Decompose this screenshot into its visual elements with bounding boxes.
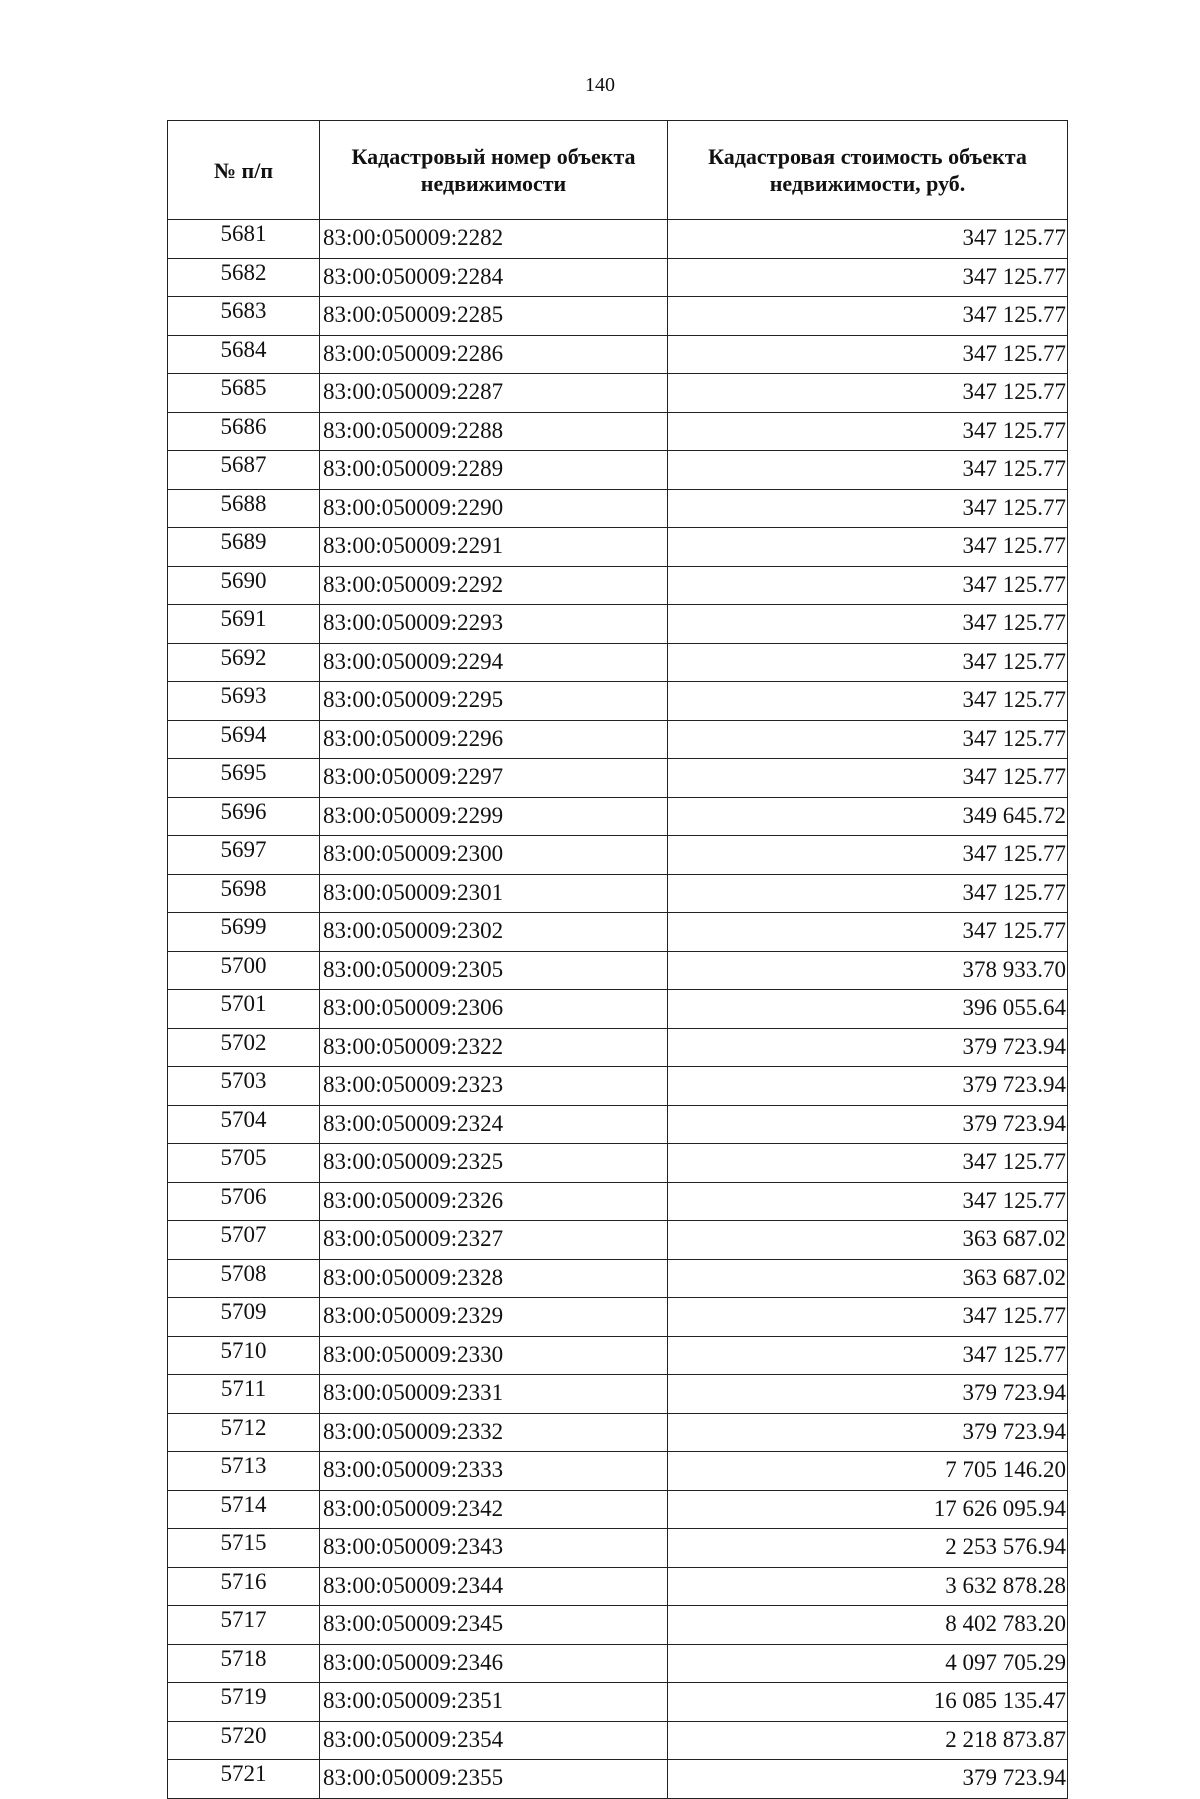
cadastral-number-cell: 83:00:050009:2289	[320, 451, 668, 490]
cadastral-value-cell: 379 723.94	[668, 1413, 1068, 1452]
row-number-cell: 5682	[168, 258, 320, 297]
cadastral-value-cell: 347 125.77	[668, 297, 1068, 336]
row-number-cell: 5703	[168, 1067, 320, 1106]
cadastral-number-cell: 83:00:050009:2326	[320, 1182, 668, 1221]
cadastral-number-cell: 83:00:050009:2345	[320, 1606, 668, 1645]
table-row	[168, 1221, 1068, 1260]
cadastral-value-cell: 347 125.77	[668, 720, 1068, 759]
table-row	[168, 1298, 1068, 1337]
row-number-cell: 5700	[168, 951, 320, 990]
cadastral-number-cell: 83:00:050009:2287	[320, 374, 668, 413]
cadastral-number-cell: 83:00:050009:2302	[320, 913, 668, 952]
row-number-cell: 5714	[168, 1490, 320, 1529]
cadastral-value-cell: 347 125.77	[668, 1298, 1068, 1337]
cadastral-value-cell: 396 055.64	[668, 990, 1068, 1029]
table-row	[168, 643, 1068, 682]
row-number-cell: 5686	[168, 412, 320, 451]
row-number-cell: 5712	[168, 1413, 320, 1452]
table-row	[168, 1606, 1068, 1645]
cadastral-number-cell: 83:00:050009:2299	[320, 797, 668, 836]
cadastral-number-cell: 83:00:050009:2323	[320, 1067, 668, 1106]
table-row	[168, 874, 1068, 913]
row-number-cell: 5693	[168, 682, 320, 721]
cadastral-table	[167, 120, 1068, 1799]
table-row	[168, 797, 1068, 836]
cadastral-number-cell: 83:00:050009:2331	[320, 1375, 668, 1414]
cadastral-number-cell: 83:00:050009:2297	[320, 759, 668, 798]
cadastral-number-cell: 83:00:050009:2285	[320, 297, 668, 336]
cadastral-value-cell: 347 125.77	[668, 759, 1068, 798]
row-number-cell: 5706	[168, 1182, 320, 1221]
cadastral-value-cell: 347 125.77	[668, 489, 1068, 528]
row-number-cell: 5681	[168, 220, 320, 259]
table-row	[168, 258, 1068, 297]
cadastral-value-cell: 347 125.77	[668, 566, 1068, 605]
row-number-cell: 5694	[168, 720, 320, 759]
row-number-cell: 5688	[168, 489, 320, 528]
cadastral-value-cell: 16 085 135.47	[668, 1683, 1068, 1722]
row-number-cell: 5689	[168, 528, 320, 567]
cadastral-number-cell: 83:00:050009:2301	[320, 874, 668, 913]
cadastral-number-cell: 83:00:050009:2346	[320, 1644, 668, 1683]
table-row	[168, 489, 1068, 528]
table-row	[168, 1375, 1068, 1414]
cadastral-number-cell: 83:00:050009:2327	[320, 1221, 668, 1260]
table-row	[168, 1490, 1068, 1529]
cadastral-number-cell: 83:00:050009:2295	[320, 682, 668, 721]
cadastral-number-cell: 83:00:050009:2290	[320, 489, 668, 528]
cadastral-value-cell: 347 125.77	[668, 643, 1068, 682]
header-row	[168, 121, 1068, 220]
row-number-cell: 5702	[168, 1028, 320, 1067]
cadastral-value-cell: 347 125.77	[668, 1182, 1068, 1221]
table-row	[168, 1028, 1068, 1067]
table-row	[168, 1760, 1068, 1799]
row-number-cell: 5690	[168, 566, 320, 605]
cadastral-value-cell: 347 125.77	[668, 374, 1068, 413]
cadastral-number-cell: 83:00:050009:2324	[320, 1105, 668, 1144]
table-row	[168, 1721, 1068, 1760]
table-row	[168, 528, 1068, 567]
cadastral-value-cell: 2 218 873.87	[668, 1721, 1068, 1760]
page-number: 140	[585, 74, 615, 96]
row-number-cell: 5717	[168, 1606, 320, 1645]
table-row	[168, 720, 1068, 759]
table-row	[168, 1644, 1068, 1683]
cadastral-number-cell: 83:00:050009:2288	[320, 412, 668, 451]
cadastral-value-cell: 4 097 705.29	[668, 1644, 1068, 1683]
table-row	[168, 297, 1068, 336]
table-row	[168, 605, 1068, 644]
table-row	[168, 1683, 1068, 1722]
cadastral-value-cell: 379 723.94	[668, 1105, 1068, 1144]
row-number-cell: 5697	[168, 836, 320, 875]
row-number-cell: 5715	[168, 1529, 320, 1568]
cadastral-value-cell: 347 125.77	[668, 258, 1068, 297]
row-number-cell: 5705	[168, 1144, 320, 1183]
cadastral-value-cell: 347 125.77	[668, 605, 1068, 644]
cadastral-value-cell: 363 687.02	[668, 1259, 1068, 1298]
cadastral-value-cell: 347 125.77	[668, 1144, 1068, 1183]
cadastral-value-cell: 347 125.77	[668, 335, 1068, 374]
row-number-cell: 5692	[168, 643, 320, 682]
row-number-cell: 5691	[168, 605, 320, 644]
table-row	[168, 335, 1068, 374]
cadastral-number-cell: 83:00:050009:2354	[320, 1721, 668, 1760]
cadastral-value-cell: 363 687.02	[668, 1221, 1068, 1260]
table-row	[168, 990, 1068, 1029]
table-row	[168, 836, 1068, 875]
cadastral-number-cell: 83:00:050009:2329	[320, 1298, 668, 1337]
table-row	[168, 1413, 1068, 1452]
row-number-cell: 5699	[168, 913, 320, 952]
row-number-cell: 5696	[168, 797, 320, 836]
cadastral-value-cell: 378 933.70	[668, 951, 1068, 990]
row-number-cell: 5719	[168, 1683, 320, 1722]
cadastral-value-cell: 379 723.94	[668, 1067, 1068, 1106]
table-row	[168, 682, 1068, 721]
cadastral-value-cell: 347 125.77	[668, 682, 1068, 721]
row-number-cell: 5711	[168, 1375, 320, 1414]
row-number-cell: 5701	[168, 990, 320, 1029]
cadastral-value-cell: 347 125.77	[668, 1336, 1068, 1375]
cadastral-number-cell: 83:00:050009:2305	[320, 951, 668, 990]
cadastral-value-cell: 379 723.94	[668, 1760, 1068, 1799]
cadastral-number-cell: 83:00:050009:2351	[320, 1683, 668, 1722]
cadastral-value-cell: 379 723.94	[668, 1375, 1068, 1414]
cadastral-value-cell: 347 125.77	[668, 836, 1068, 875]
table-row	[168, 759, 1068, 798]
table-row	[168, 451, 1068, 490]
row-number-cell: 5716	[168, 1567, 320, 1606]
row-number-cell: 5720	[168, 1721, 320, 1760]
table-header	[168, 121, 1068, 220]
cadastral-number-cell: 83:00:050009:2325	[320, 1144, 668, 1183]
table-body	[168, 220, 1068, 1799]
cadastral-number-cell: 83:00:050009:2333	[320, 1452, 668, 1491]
cadastral-value-cell: 347 125.77	[668, 913, 1068, 952]
cadastral-number-cell: 83:00:050009:2332	[320, 1413, 668, 1452]
table-row	[168, 913, 1068, 952]
row-number-cell: 5710	[168, 1336, 320, 1375]
cadastral-number-cell: 83:00:050009:2306	[320, 990, 668, 1029]
table-row	[168, 1105, 1068, 1144]
cadastral-value-cell: 17 626 095.94	[668, 1490, 1068, 1529]
cadastral-number-cell: 83:00:050009:2355	[320, 1760, 668, 1799]
cadastral-table-container	[167, 120, 1067, 1799]
table-row	[168, 1567, 1068, 1606]
cadastral-value-cell: 347 125.77	[668, 412, 1068, 451]
cadastral-number-cell: 83:00:050009:2284	[320, 258, 668, 297]
header-cadastral-value: Кадастровая стоимость объекта недвижимости, руб.	[668, 121, 1068, 220]
cadastral-number-cell: 83:00:050009:2296	[320, 720, 668, 759]
table-row	[168, 1182, 1068, 1221]
row-number-cell: 5685	[168, 374, 320, 413]
cadastral-value-cell: 347 125.77	[668, 451, 1068, 490]
table-row	[168, 1452, 1068, 1491]
cadastral-number-cell: 83:00:050009:2294	[320, 643, 668, 682]
cadastral-number-cell: 83:00:050009:2344	[320, 1567, 668, 1606]
cadastral-value-cell: 7 705 146.20	[668, 1452, 1068, 1491]
row-number-cell: 5721	[168, 1760, 320, 1799]
cadastral-number-cell: 83:00:050009:2328	[320, 1259, 668, 1298]
row-number-cell: 5698	[168, 874, 320, 913]
cadastral-number-cell: 83:00:050009:2330	[320, 1336, 668, 1375]
table-row	[168, 1529, 1068, 1568]
table-row	[168, 1259, 1068, 1298]
row-number-cell: 5704	[168, 1105, 320, 1144]
cadastral-number-cell: 83:00:050009:2292	[320, 566, 668, 605]
cadastral-number-cell: 83:00:050009:2282	[320, 220, 668, 259]
cadastral-number-cell: 83:00:050009:2342	[320, 1490, 668, 1529]
cadastral-value-cell: 379 723.94	[668, 1028, 1068, 1067]
cadastral-value-cell: 347 125.77	[668, 874, 1068, 913]
row-number-cell: 5707	[168, 1221, 320, 1260]
cadastral-value-cell: 349 645.72	[668, 797, 1068, 836]
row-number-cell: 5684	[168, 335, 320, 374]
table-row	[168, 1336, 1068, 1375]
table-row	[168, 566, 1068, 605]
cadastral-value-cell: 3 632 878.28	[668, 1567, 1068, 1606]
row-number-cell: 5695	[168, 759, 320, 798]
table-row	[168, 1067, 1068, 1106]
row-number-cell: 5708	[168, 1259, 320, 1298]
cadastral-number-cell: 83:00:050009:2343	[320, 1529, 668, 1568]
table-row	[168, 1144, 1068, 1183]
table-row	[168, 220, 1068, 259]
cadastral-number-cell: 83:00:050009:2322	[320, 1028, 668, 1067]
cadastral-value-cell: 8 402 783.20	[668, 1606, 1068, 1645]
header-cadastral-number: Кадастровый номер объекта недвижимости	[320, 121, 668, 220]
table-row	[168, 412, 1068, 451]
cadastral-number-cell: 83:00:050009:2286	[320, 335, 668, 374]
row-number-cell: 5713	[168, 1452, 320, 1491]
cadastral-number-cell: 83:00:050009:2293	[320, 605, 668, 644]
table-row	[168, 951, 1068, 990]
cadastral-value-cell: 347 125.77	[668, 528, 1068, 567]
row-number-cell: 5687	[168, 451, 320, 490]
table-row	[168, 374, 1068, 413]
cadastral-value-cell: 347 125.77	[668, 220, 1068, 259]
row-number-cell: 5709	[168, 1298, 320, 1337]
cadastral-value-cell: 2 253 576.94	[668, 1529, 1068, 1568]
header-number: № п/п	[168, 121, 320, 220]
cadastral-number-cell: 83:00:050009:2291	[320, 528, 668, 567]
cadastral-number-cell: 83:00:050009:2300	[320, 836, 668, 875]
row-number-cell: 5718	[168, 1644, 320, 1683]
row-number-cell: 5683	[168, 297, 320, 336]
